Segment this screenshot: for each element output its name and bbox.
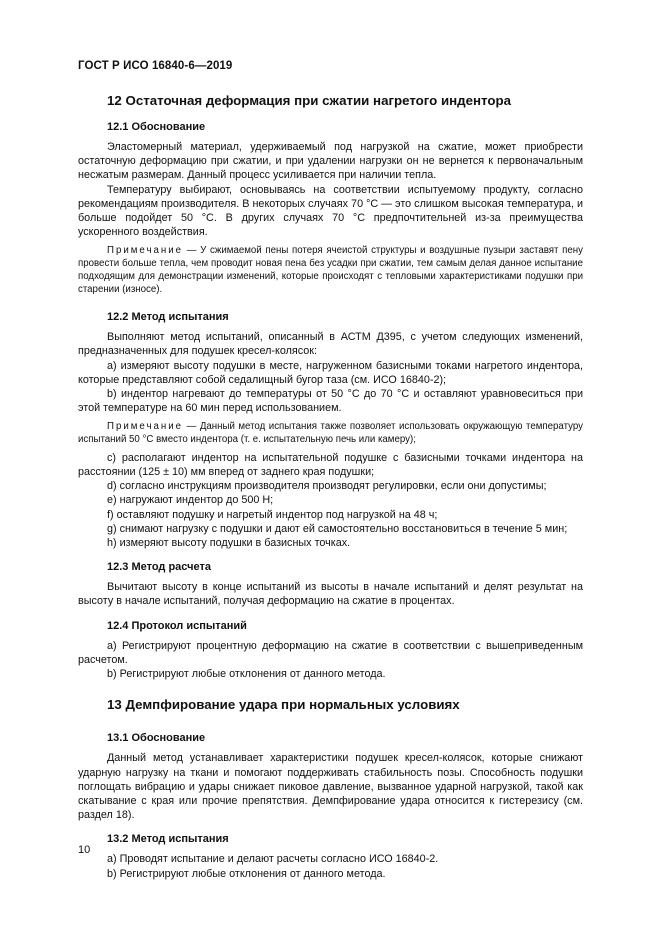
section-13-title: 13 Демпфирование удара при нормальных условиях	[107, 697, 460, 713]
list-item: b) Регистрируют любые отклонения от данного метода.	[107, 867, 386, 880]
list-item: а) Регистрируют процентную деформацию на сжатие в соответствии с вышеприведенным расчетом.	[78, 639, 583, 666]
list-item: а) измеряют высоту подушки в месте, нагруженном базисными токами нагретого индентора, которые представляют собой седалищный бугор таза (см. ИСО 16840-2);	[78, 359, 583, 386]
subsection-12-4-title: 12.4 Протокол испытаний	[107, 619, 247, 632]
list-item: d) согласно инструкциям производителя производят регулировки, если они допустимы;	[107, 480, 547, 493]
subsection-12-1-title: 12.1 Обоснование	[107, 121, 206, 133]
list-item: с) располагают индентор на испытательной подушке с базисными точками индентора на расстоянии (125 ± 10) мм вперед от заднего края подушки;	[78, 451, 583, 479]
note-text: — У сжимаемой пены потеря ячеистой структуры и воздушные пузыри заставят пену провести больше тепла, чем проводит новая пена без усадки при сжатии, тем самым делая данное испытание подходящим для демонстрации изменений, которые происходят с тепловыми характеристиками подушки при старении (износе).	[78, 245, 583, 295]
paragraph: Температуру выбирают, основываясь на соответствии испытуемому продукту, согласно рекомендациям производителя. В некоторых случаях 70 °С — это слишком высокая температура, и больше подойдет 50 °С. В других случаях 70 °С предпочтительней из-за преимущества ускоренного воздействия.	[78, 183, 583, 239]
paragraph: Выполняют метод испытаний, описанный в АСТМ Д395, с учетом следующих изменений, предназначенных для подушек кресел-колясок:	[78, 331, 583, 358]
page-number: 10	[78, 844, 91, 856]
list-item: h) измеряют высоту подушки в базисных точках.	[107, 537, 351, 550]
subsection-13-1-title: 13.1 Обоснование	[107, 732, 206, 745]
note	[78, 421, 583, 446]
document-header: ГОСТ Р ИСО 16840-6—2019	[78, 60, 233, 72]
paragraph: Вычитают высоту в конце испытаний из высоты в начале испытаний и делят результат на высоту в начале испытаний, получая деформацию на сжатие в процентах.	[78, 581, 583, 608]
paragraph: Эластомерный материал, удерживаемый под нагрузкой на сжатие, может приобрести остаточную деформацию при сжатии, и при удалении нагрузки он не вернется к первоначальным несжатым размерам. Данный процесс усиливается при наличии тепла.	[78, 141, 583, 182]
list-item: а) Проводят испытание и делают расчеты согласно ИСО 16840-2.	[107, 853, 439, 866]
note	[78, 245, 583, 296]
subsection-12-2-title: 12.2 Метод испытания	[107, 311, 229, 324]
section-12-title: 12 Остаточная деформация при сжатии нагретого индентора	[107, 93, 512, 108]
note-label: Примечание	[107, 421, 184, 433]
subsection-12-3-title: 12.3 Метод расчета	[107, 561, 211, 574]
note-label: Примечание	[107, 245, 184, 257]
list-item: b) Регистрируют любые отклонения от данного метода.	[107, 668, 386, 681]
list-item: b) индентор нагревают до температуры от 50 °С до 70 °С и оставляют уравновеситься при этой температуре на 60 мин перед использованием.	[78, 388, 583, 415]
document-body	[78, 93, 583, 881]
note-text: — Данный метод испытания также позволяет использовать окружающую температуру испытаний 50 °С вместо индентора (т. е. испытательную печь или камеру);	[78, 421, 583, 446]
paragraph: Данный метод устанавливает характеристики подушек кресел-колясок, которые снижают ударную нагрузку на ткани и помогают поддерживать стабильность позы. Способность подушки поглощать вибрацию и удары снижает пиковое давление, вызванное ударной нагрузкой, такой как скатывание с края или прочие препятствия. Демпфирование удара относится к гистерезису (см. раздел 18).	[78, 752, 583, 822]
list-item: е) нагружают индентор до 500 Н;	[107, 494, 274, 507]
list-item: f) оставляют подушку и нагретый индентор под нагрузкой на 48 ч;	[107, 508, 438, 521]
list-item: g) снимают нагрузку с подушки и дают ей самостоятельно восстановиться в течение 5 мин;	[107, 522, 568, 535]
subsection-13-2-title: 13.2 Метод испытания	[107, 833, 229, 846]
